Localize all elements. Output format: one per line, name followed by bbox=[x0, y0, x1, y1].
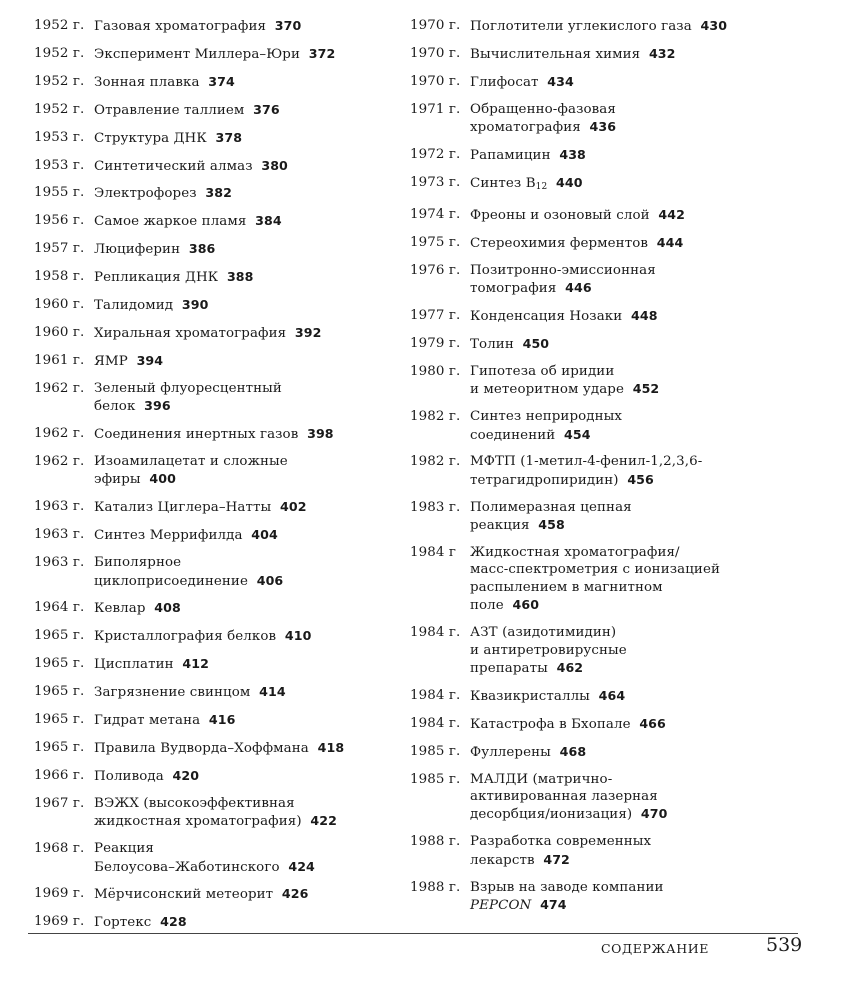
toc-entry-title bbox=[94, 380, 394, 416]
toc-entry-page[interactable]: 378 bbox=[215, 129, 243, 145]
toc-entry-title-line: Жидкостная хроматография/ bbox=[470, 545, 680, 561]
toc-entry bbox=[410, 544, 830, 615]
toc-entry bbox=[34, 129, 394, 147]
toc-entry-year: 1952 г. bbox=[34, 18, 85, 33]
toc-entry-title-line: Правила Вудворда–Хоффмана bbox=[94, 740, 309, 756]
toc-entry-year: 1952 г. bbox=[34, 45, 85, 61]
toc-entry-title bbox=[94, 212, 394, 230]
toc-entry-year: 1974 г. bbox=[410, 206, 461, 222]
toc-entry-year: 1970 г. bbox=[410, 45, 461, 61]
toc-entry-year: 1969 г. bbox=[34, 914, 85, 930]
toc-entry-year: 1957 г. bbox=[34, 241, 85, 257]
toc-entry-title bbox=[470, 45, 830, 63]
toc-entry-title bbox=[470, 687, 830, 705]
toc-entry-page[interactable]: 450 bbox=[522, 335, 550, 351]
toc-entry-title-line: Цисплатин bbox=[94, 657, 174, 673]
toc-entry-page[interactable]: 454 bbox=[564, 426, 591, 442]
toc-entry-title bbox=[94, 739, 394, 757]
toc-entry-year: 1979 г. bbox=[410, 335, 461, 351]
toc-entry bbox=[34, 268, 394, 286]
toc-entry bbox=[34, 498, 394, 516]
toc-entry-title bbox=[94, 324, 394, 342]
toc-entry bbox=[410, 363, 830, 399]
toc-entry bbox=[34, 526, 394, 544]
toc-entry-page[interactable]: 458 bbox=[538, 517, 565, 533]
toc-entry-year: 1960 г. bbox=[34, 324, 85, 340]
toc-entry-title-line: Биполярное bbox=[94, 555, 182, 571]
toc-entry bbox=[410, 73, 830, 91]
toc-entry bbox=[410, 687, 830, 705]
toc-entry bbox=[34, 352, 394, 370]
toc-entry-page[interactable]: 456 bbox=[627, 471, 654, 487]
toc-entry-title bbox=[470, 879, 830, 915]
toc-entry bbox=[34, 453, 394, 489]
toc-entry-page[interactable]: 422 bbox=[310, 813, 337, 829]
toc-entry-title-line: томография bbox=[470, 281, 557, 297]
toc-entry-page[interactable]: 410 bbox=[284, 628, 312, 644]
toc-entry-title bbox=[470, 17, 830, 35]
toc-entry-title-line: лекарств bbox=[470, 852, 535, 868]
toc-entry-title-line: хроматография bbox=[470, 120, 581, 136]
toc-entry-year: 1984 г. bbox=[410, 625, 461, 641]
toc-entry bbox=[34, 554, 394, 590]
toc-entry-title-line: Кевлар bbox=[94, 601, 146, 617]
toc-entry-title-line: Гидрат метана bbox=[94, 713, 201, 729]
toc-entry-year: 1952 г. bbox=[34, 101, 85, 117]
toc-entry-title-line: Вычислительная химия bbox=[470, 46, 641, 62]
toc-entry bbox=[410, 206, 830, 224]
toc-entry-subscript: 12 bbox=[535, 181, 548, 192]
toc-entry-page[interactable]: 386 bbox=[188, 241, 216, 257]
toc-entry-year: 1955 г. bbox=[34, 185, 85, 201]
toc-entry-year: 1953 г. bbox=[34, 129, 85, 145]
toc-entry bbox=[34, 45, 394, 63]
toc-entry-title-line: АЗТ (азидотимидин) bbox=[470, 625, 617, 641]
toc-entry-title-line: Хиральная хроматография bbox=[94, 325, 287, 341]
toc-entry-title-line: Обращенно-фазовая bbox=[470, 101, 616, 117]
toc-entry-page[interactable]: 396 bbox=[144, 398, 171, 414]
toc-entry-title-line: Изоамилацетат и сложные bbox=[94, 454, 288, 469]
toc-entry-year: 1962 г. bbox=[34, 426, 85, 442]
toc-entry bbox=[410, 743, 830, 761]
toc-entry-title-line: ВЭЖХ (высокоэффективная bbox=[94, 795, 295, 811]
toc-entry-title-line: и метеоритном ударе bbox=[470, 382, 624, 398]
toc-entry-year: 1963 г. bbox=[34, 527, 85, 543]
toc-entry-year: 1984 г. bbox=[410, 687, 461, 703]
toc-entry bbox=[34, 157, 394, 175]
toc-entry-year: 1988 г. bbox=[410, 879, 461, 895]
toc-entry-title bbox=[470, 262, 830, 298]
toc-entry bbox=[34, 240, 394, 258]
toc-entry-title-line: МАЛДИ (матрично- bbox=[470, 771, 613, 787]
toc-entry-page[interactable]: 388 bbox=[226, 269, 254, 285]
toc-entry-title-line: Рапамицин bbox=[470, 148, 551, 164]
toc-entry-title-line: Полимеразная цепная bbox=[470, 499, 632, 515]
toc-entry bbox=[410, 45, 830, 63]
toc-entry-year: 1972 г. bbox=[410, 147, 461, 163]
toc-entry-title-line: Гипотеза об иридии bbox=[470, 363, 615, 379]
toc-entry-title-line: Реакция bbox=[94, 841, 154, 857]
toc-entry-title-line: Толин bbox=[470, 336, 514, 352]
footer-divider bbox=[28, 933, 798, 934]
toc-entry-title-line: МФТП (1-метил-4-фенил-1,2,3,6- bbox=[470, 454, 703, 470]
toc-entry-title bbox=[94, 627, 394, 645]
toc-entry bbox=[34, 73, 394, 91]
toc-entry-title bbox=[470, 499, 830, 535]
toc-entry bbox=[34, 17, 394, 35]
toc-entry-year: 1985 г. bbox=[410, 743, 461, 759]
toc-entry-title-line: Структура ДНК bbox=[94, 130, 207, 146]
toc-entry-page[interactable]: 436 bbox=[589, 119, 617, 135]
toc-entry bbox=[410, 17, 830, 35]
toc-entry-year: 1965 г. bbox=[34, 628, 85, 644]
toc-entry-title bbox=[470, 206, 830, 224]
toc-entry-title-line: Квазикристаллы bbox=[470, 688, 590, 704]
toc-entry-year: 1962 г. bbox=[34, 454, 85, 469]
toc-entry-title-line: Отравление таллием bbox=[94, 102, 245, 118]
toc-entry-year: 1965 г. bbox=[34, 656, 85, 672]
toc-entry-page[interactable]: 470 bbox=[640, 806, 668, 822]
toc-entry-title-line: жидкостная хроматография) bbox=[94, 814, 302, 830]
toc-entry-title-line: Электрофорез bbox=[94, 186, 197, 202]
toc-entry-title-line: Белоусова–Жаботинского bbox=[94, 859, 280, 875]
toc-entry bbox=[34, 840, 394, 876]
toc-entry-page[interactable]: 428 bbox=[160, 914, 187, 930]
toc-entry-title bbox=[94, 425, 394, 443]
toc-entry bbox=[34, 324, 394, 342]
toc-entry-title bbox=[470, 833, 830, 869]
toc-entry-title-line: Самое жаркое пламя bbox=[94, 214, 247, 230]
toc-entry-year: 1968 г. bbox=[34, 841, 85, 857]
toc-entry-page[interactable]: 412 bbox=[182, 656, 209, 672]
toc-entry-page[interactable]: 424 bbox=[288, 858, 315, 874]
toc-entry-title-line: Синтез B bbox=[470, 175, 536, 191]
toc-entry-title bbox=[94, 101, 394, 119]
toc-entry bbox=[34, 184, 394, 202]
toc-entry bbox=[34, 380, 394, 416]
toc-entry-year: 1953 г. bbox=[34, 157, 85, 173]
toc-entry-year: 1967 г. bbox=[34, 795, 85, 811]
toc-entry-page[interactable]: 442 bbox=[658, 206, 685, 222]
toc-entry-title-line: Фуллерены bbox=[470, 744, 551, 760]
toc-entry-title-line: циклоприсоединение bbox=[94, 573, 248, 589]
toc-entry-title-line: тетрагидропиридин) bbox=[470, 472, 619, 488]
toc-entry-page[interactable]: 394 bbox=[136, 352, 164, 368]
toc-entry-title bbox=[94, 683, 394, 701]
toc-entry-title bbox=[94, 526, 394, 544]
toc-entry bbox=[34, 885, 394, 903]
toc-entry-year: 1982 г. bbox=[410, 454, 461, 470]
toc-entry-year: 1975 г. bbox=[410, 234, 461, 250]
toc-entry-page[interactable]: 398 bbox=[307, 426, 334, 442]
toc-entry bbox=[410, 453, 830, 489]
toc-entry-title bbox=[94, 240, 394, 258]
toc-entry-title-line: Стереохимия ферментов bbox=[470, 235, 649, 251]
toc-entry-page[interactable]: 408 bbox=[154, 600, 181, 616]
toc-entry-title-line: Талидомид bbox=[94, 298, 174, 314]
toc-entry-title-line: Гортекс bbox=[94, 915, 152, 931]
toc-entry-title-line: реакция bbox=[470, 518, 530, 534]
toc-entry-title-line: Глифосат bbox=[470, 74, 539, 90]
toc-entry-title-line: Люциферин bbox=[94, 242, 181, 258]
toc-entry-year: 1960 г. bbox=[34, 297, 85, 313]
toc-entry-page[interactable]: 402 bbox=[279, 499, 307, 515]
toc-entry-page[interactable]: 474 bbox=[540, 897, 567, 913]
toc-entry-page[interactable]: 372 bbox=[308, 45, 336, 61]
toc-entry-page[interactable]: 464 bbox=[598, 687, 626, 703]
toc-entry bbox=[34, 739, 394, 757]
toc-column-left bbox=[34, 17, 394, 941]
toc-entry-title-line: ЯМР bbox=[94, 353, 128, 369]
toc-entry-year: 1971 г. bbox=[410, 101, 461, 117]
toc-entry-page[interactable]: 468 bbox=[559, 743, 587, 759]
toc-entry-page[interactable]: 414 bbox=[259, 684, 286, 700]
toc-entry-title bbox=[94, 45, 394, 63]
toc-entry-title-line: Взрыв на заводе компании bbox=[470, 879, 664, 895]
toc-entry bbox=[34, 296, 394, 314]
toc-entry-page[interactable]: 430 bbox=[700, 18, 728, 33]
toc-entry-title bbox=[470, 408, 830, 444]
toc-entry-title bbox=[94, 498, 394, 516]
toc-entry-page[interactable]: 426 bbox=[281, 886, 309, 902]
toc-entry-title bbox=[94, 885, 394, 903]
toc-entry-title bbox=[470, 234, 830, 252]
toc-entry-year: 1970 г. bbox=[410, 18, 461, 33]
toc-entry bbox=[410, 833, 830, 869]
toc-entry-page[interactable]: 438 bbox=[559, 147, 586, 163]
toc-entry-year: 1969 г. bbox=[34, 886, 85, 902]
toc-entry-title bbox=[94, 711, 394, 729]
toc-entry-year: 1966 г. bbox=[34, 767, 85, 783]
toc-entry-page[interactable]: 444 bbox=[656, 234, 684, 250]
toc-entry-title bbox=[470, 771, 830, 824]
toc-entry-title bbox=[94, 184, 394, 202]
toc-entry bbox=[410, 307, 830, 325]
toc-entry bbox=[410, 624, 830, 677]
toc-entry-page[interactable]: 440 bbox=[556, 174, 583, 190]
toc-entry-title-line: Зеленый флуоресцентный bbox=[94, 380, 282, 396]
toc-entry-title bbox=[94, 767, 394, 785]
toc-entry bbox=[34, 425, 394, 443]
toc-entry bbox=[410, 408, 830, 444]
toc-entry-title bbox=[94, 73, 394, 91]
toc-entry-title bbox=[470, 307, 830, 325]
toc-entry-title-line: Поглотители углекислого газа bbox=[470, 19, 692, 34]
toc-entry-year: 1962 г. bbox=[34, 380, 85, 396]
toc-entry-page[interactable]: 392 bbox=[294, 324, 322, 340]
toc-entry-title-line: Поливода bbox=[94, 768, 164, 784]
toc-entry-page[interactable]: 446 bbox=[565, 280, 592, 296]
toc-entry-year: 1952 г. bbox=[34, 73, 85, 89]
toc-entry-page[interactable]: 400 bbox=[149, 471, 176, 487]
toc-entry-title-line: Мёрчисонский метеорит bbox=[94, 887, 274, 903]
toc-entry bbox=[34, 101, 394, 119]
toc-entry-title bbox=[470, 743, 830, 761]
toc-entry bbox=[34, 655, 394, 673]
toc-entry-title-line: десорбция/ионизация) bbox=[470, 807, 633, 823]
toc-entry-page[interactable]: 466 bbox=[639, 715, 666, 731]
toc-entry-title bbox=[470, 335, 830, 353]
toc-entry-title bbox=[94, 352, 394, 370]
toc-entry-title bbox=[94, 129, 394, 147]
toc-entry-title bbox=[94, 157, 394, 175]
toc-entry bbox=[410, 234, 830, 252]
toc-entry-title-line: Разработка современных bbox=[470, 834, 652, 850]
toc-entry-title-line: Репликация ДНК bbox=[94, 270, 219, 286]
toc-entry-title-line: Фреоны и озоновый слой bbox=[470, 207, 650, 223]
toc-entry-year: 1958 г. bbox=[34, 269, 85, 285]
toc-entry-title-line: Синтез Меррифилда bbox=[94, 528, 243, 544]
toc-entry-year: 1963 г. bbox=[34, 555, 85, 571]
toc-entry-page[interactable]: 370 bbox=[274, 18, 302, 33]
toc-entry bbox=[410, 101, 830, 137]
toc-entry-page[interactable]: 418 bbox=[317, 739, 345, 755]
toc-entry-title bbox=[94, 840, 394, 876]
toc-entry-title-line: распылением в магнитном bbox=[470, 579, 663, 595]
toc-entry-title-line: Зонная плавка bbox=[94, 74, 200, 90]
toc-entry-title bbox=[94, 554, 394, 590]
toc-entry-year: 1964 г. bbox=[34, 600, 85, 616]
toc-entry bbox=[410, 499, 830, 535]
toc-entry-title bbox=[470, 101, 830, 137]
toc-entry-title-line: соединений bbox=[470, 427, 556, 443]
toc-entry-year: 1984 г. bbox=[410, 715, 461, 731]
toc-entry-page[interactable]: 416 bbox=[208, 712, 236, 728]
toc-entry-title bbox=[94, 795, 394, 831]
toc-entry-page[interactable]: 384 bbox=[255, 213, 282, 229]
toc-entry bbox=[410, 262, 830, 298]
toc-entry-title-line: Загрязнение свинцом bbox=[94, 685, 251, 701]
toc-entry-year: 1977 г. bbox=[410, 307, 461, 323]
toc-entry-year: 1983 г. bbox=[410, 499, 461, 515]
toc-entry-title bbox=[470, 363, 830, 399]
toc-entry-year: 1980 г. bbox=[410, 363, 461, 379]
toc-entry-title-line: белок bbox=[94, 399, 136, 415]
toc-entry-title bbox=[94, 268, 394, 286]
toc-entry bbox=[410, 174, 830, 196]
toc-entry-page[interactable]: 420 bbox=[172, 767, 200, 783]
toc-entry-title-line: Синтез неприродных bbox=[470, 409, 623, 425]
toc-entry bbox=[410, 335, 830, 353]
toc-entry bbox=[34, 683, 394, 701]
toc-entry bbox=[410, 771, 830, 824]
toc-entry-year: 1970 г. bbox=[410, 73, 461, 89]
toc-entry-title-line: препараты bbox=[470, 660, 548, 676]
toc-entry-page[interactable]: 448 bbox=[631, 307, 658, 323]
toc-entry-page[interactable]: 380 bbox=[261, 157, 288, 173]
toc-entry-year: 1988 г. bbox=[410, 834, 461, 850]
toc-entry-page[interactable]: 432 bbox=[648, 45, 676, 61]
toc-column-right bbox=[410, 17, 830, 924]
toc-entry-title-line: Соединения инертных газов bbox=[94, 427, 299, 443]
toc-entry-page[interactable]: 376 bbox=[253, 101, 280, 117]
toc-entry bbox=[410, 879, 830, 915]
toc-entry-year: 1961 г. bbox=[34, 352, 85, 368]
toc-entry bbox=[34, 913, 394, 931]
toc-entry-title bbox=[94, 599, 394, 617]
toc-entry-title bbox=[94, 17, 394, 35]
toc-entry-title-line: активированная лазерная bbox=[470, 789, 658, 804]
toc-entry-title-line: Конденсация Нозаки bbox=[470, 308, 623, 324]
toc-entry-page[interactable]: 382 bbox=[205, 185, 232, 201]
toc-entry-title bbox=[94, 913, 394, 931]
toc-entry bbox=[410, 146, 830, 164]
toc-entry-title bbox=[470, 544, 830, 615]
toc-entry-title bbox=[470, 715, 830, 733]
toc-entry-title-line: Позитронно-эмиссионная bbox=[470, 262, 656, 278]
toc-entry-title-line: поле bbox=[470, 598, 504, 614]
toc-entry bbox=[34, 711, 394, 729]
toc-entry bbox=[34, 599, 394, 617]
toc-entry-year: 1985 г. bbox=[410, 771, 461, 787]
toc-entry-year: 1965 г. bbox=[34, 712, 85, 728]
toc-entry-title-line: и антиретровирусные bbox=[470, 642, 627, 658]
toc-entry-page[interactable]: 406 bbox=[256, 572, 284, 588]
toc-entry bbox=[34, 627, 394, 645]
toc-entry-year: 1984 г bbox=[410, 545, 456, 561]
toc-entry-title bbox=[470, 146, 830, 164]
toc-entry-year: 1956 г. bbox=[34, 213, 85, 229]
toc-entry-title bbox=[94, 453, 394, 489]
toc-entry-title bbox=[94, 296, 394, 314]
toc-entry-page[interactable]: 452 bbox=[632, 381, 660, 397]
toc-entry-page[interactable]: 374 bbox=[208, 73, 235, 89]
toc-entry-year: 1976 г. bbox=[410, 262, 461, 278]
toc-entry-page[interactable]: 472 bbox=[543, 851, 570, 867]
toc-entry-page[interactable]: 462 bbox=[556, 659, 584, 675]
footer-section-title: СОДЕРЖАНИЕ bbox=[601, 941, 709, 956]
toc-entry-year: 1965 г. bbox=[34, 684, 85, 700]
toc-entry-year: 1982 г. bbox=[410, 409, 461, 425]
toc-entry-title bbox=[94, 655, 394, 673]
toc-entry-title bbox=[470, 174, 830, 196]
footer-page-number: 539 bbox=[766, 934, 803, 956]
toc-entry-page[interactable]: 434 bbox=[547, 73, 574, 89]
toc-entry-page[interactable]: 390 bbox=[181, 297, 209, 313]
toc-entry-title bbox=[470, 73, 830, 91]
toc-entry-title-line: PEPCON bbox=[470, 898, 532, 914]
toc-entry-title bbox=[470, 453, 830, 489]
toc-entry-year: 1965 г. bbox=[34, 739, 85, 755]
toc-entry bbox=[410, 715, 830, 733]
toc-entry-year: 1963 г. bbox=[34, 499, 85, 515]
toc-entry-year: 1973 г. bbox=[410, 174, 461, 190]
toc-entry bbox=[34, 767, 394, 785]
toc-entry-page[interactable]: 460 bbox=[512, 597, 540, 613]
toc-entry-title bbox=[470, 624, 830, 677]
toc-entry-title-line: Эксперимент Миллера–Юри bbox=[94, 46, 300, 62]
toc-entry-title-line: эфиры bbox=[94, 472, 141, 488]
toc-entry-title-line: Кристаллография белков bbox=[94, 629, 277, 645]
toc-entry bbox=[34, 795, 394, 831]
toc-entry-title-line: Газовая хроматография bbox=[94, 19, 267, 34]
toc-entry bbox=[34, 212, 394, 230]
toc-entry-title-line: Синтетический алмаз bbox=[94, 158, 253, 174]
toc-entry-title-line: масс-спектрометрия с ионизацией bbox=[470, 562, 720, 578]
toc-entry-title-line: Катализ Циглера–Натты bbox=[94, 500, 272, 516]
toc-entry-page[interactable]: 404 bbox=[251, 527, 278, 543]
toc-entry-title-line: Катастрофа в Бхопале bbox=[470, 716, 631, 732]
